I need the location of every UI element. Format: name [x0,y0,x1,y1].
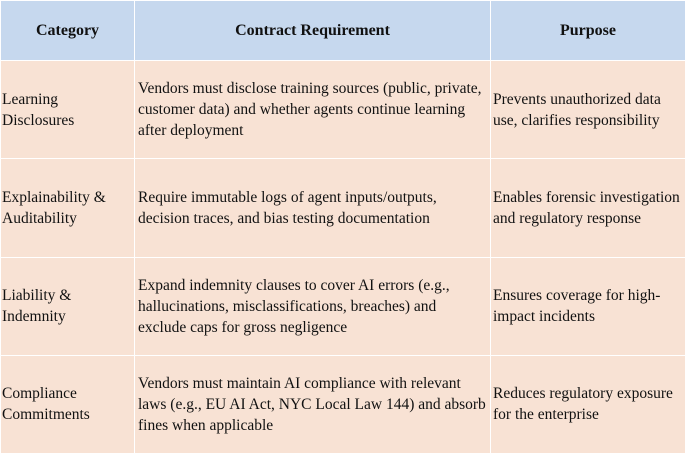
table-row [1,355,685,453]
header-category: Category [1,1,135,61]
table-row [1,257,685,355]
requirement-cell: Vendors must maintain AI compliance with relevant laws (e.g., EU AI Act, NYC Local Law 144) and absorb fines when applicable [135,355,491,453]
category-cell: Liability & Indemnity [1,257,135,355]
category-cell: Learning Disclosures [1,61,135,159]
purpose-cell: Reduces regulatory exposure for the enterprise [491,355,685,453]
category-cell: Compliance Commitments [1,355,135,453]
purpose-cell: Prevents unauthorized data use, clarifies responsibility [491,61,685,159]
requirement-cell: Vendors must disclose training sources (public, private, customer data) and whether agents continue learning after deployment [135,61,491,159]
purpose-cell: Ensures coverage for high-impact incidents [491,257,685,355]
table-row [1,61,685,159]
header-purpose: Purpose [491,1,685,61]
category-cell: Explainability & Auditability [1,159,135,257]
header-row [1,1,685,61]
purpose-cell: Enables forensic investigation and regulatory response [491,159,685,257]
header-contract-requirement: Contract Requirement [135,1,491,61]
table-row [1,159,685,257]
requirement-cell: Expand indemnity clauses to cover AI errors (e.g., hallucinations, misclassifications, breaches) and exclude caps for gross negligence [135,257,491,355]
requirement-cell: Require immutable logs of agent inputs/outputs, decision traces, and bias testing documentation [135,159,491,257]
